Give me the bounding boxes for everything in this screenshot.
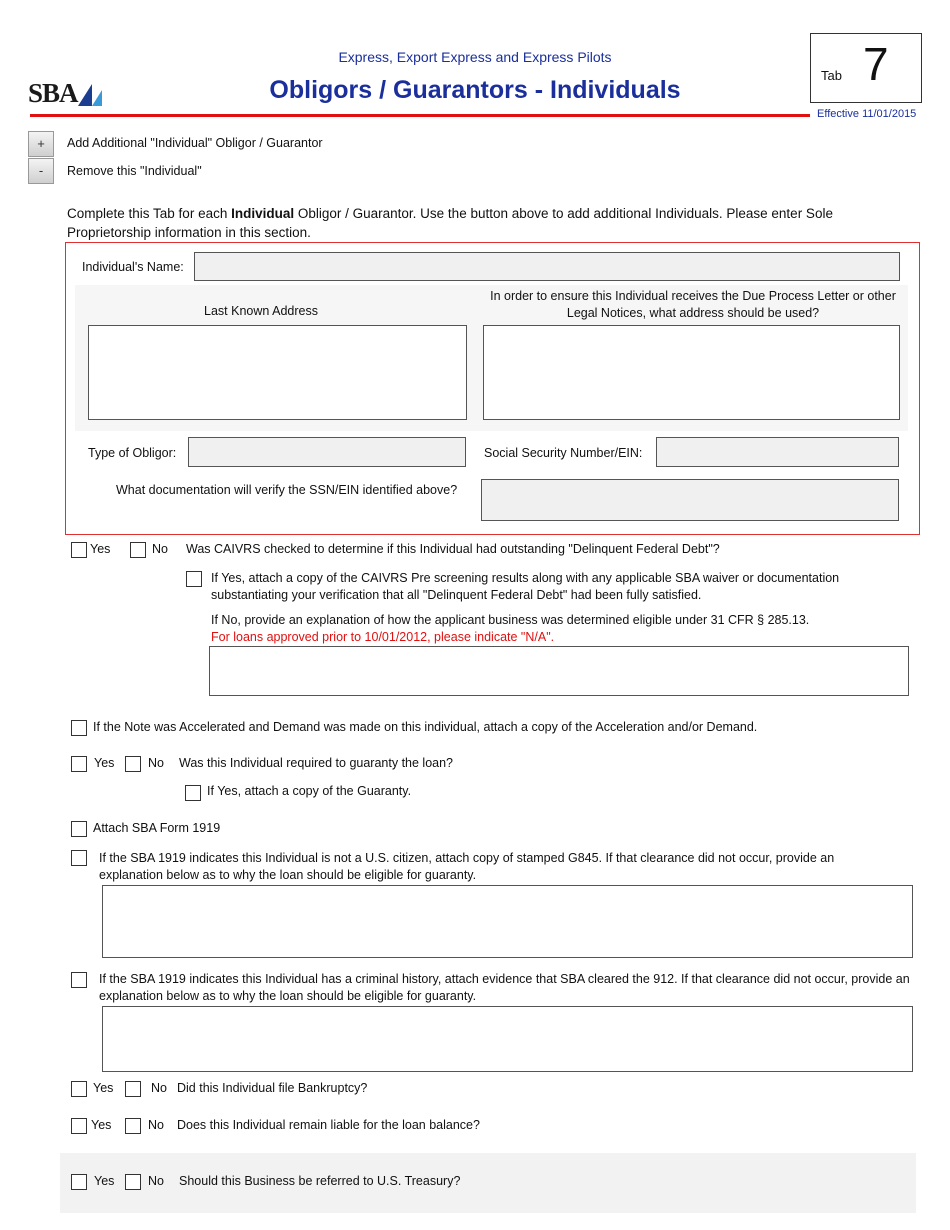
caivrs-yes-checkbox[interactable]	[71, 542, 87, 558]
bankruptcy-no-label: No	[151, 1081, 167, 1095]
caivrs-if-no-text: If No, provide an explanation of how the applicant business was determined eligible under 31 CFR § 285.13.	[211, 613, 810, 627]
individual-name-field[interactable]	[194, 252, 900, 281]
caivrs-question: Was CAIVRS checked to determine if this Individual had outstanding "Delinquent Federal Debt"?	[186, 542, 720, 556]
guaranty-no-label: No	[148, 756, 164, 770]
citizen-explanation-field[interactable]	[102, 885, 913, 958]
caivrs-yes-label: Yes	[90, 542, 111, 556]
legal-notice-address-label: In order to ensure this Individual receives the Due Process Letter or other Legal Notices, what address should be used?	[490, 289, 896, 320]
intro-part2: Obligor / Guarantor. Use the button above to add additional Individuals. Please enter Sole Proprietorship information in this section.	[67, 206, 833, 240]
add-individual-button[interactable]: +	[28, 131, 54, 157]
criminal-text: If the SBA 1919 indicates this Individual has a criminal history, attach evidence that SBA cleared the 912. If that clearance did not occur, provide an explanation below as to why the loan should be eligible for guaranty.	[99, 972, 910, 1003]
sba-logo-text: SBA	[28, 78, 78, 108]
add-individual-label: Add Additional "Individual" Obligor / Guarantor	[67, 136, 323, 150]
treasury-no-label: No	[148, 1174, 164, 1188]
effective-date	[817, 108, 916, 120]
liable-yes-checkbox[interactable]	[71, 1118, 87, 1134]
guaranty-yes-label: Yes	[94, 756, 115, 770]
tab-label: Tab	[821, 68, 842, 83]
liable-question: Does this Individual remain liable for the loan balance?	[177, 1118, 480, 1132]
caivrs-no-checkbox[interactable]	[130, 542, 146, 558]
citizen-checkbox[interactable]	[71, 850, 87, 866]
treasury-no-checkbox[interactable]	[125, 1174, 141, 1190]
liable-no-checkbox[interactable]	[125, 1118, 141, 1134]
citizen-text: If the SBA 1919 indicates this Individual is not a U.S. citizen, attach copy of stamped G845. If that clearance did not occur, provide an explanation below as to why the loan should be eligible for guaranty.	[99, 851, 835, 882]
guaranty-if-yes-checkbox[interactable]	[185, 785, 201, 801]
intro-part1: Complete this Tab for each	[67, 206, 232, 221]
header-divider	[30, 114, 810, 117]
guaranty-question: Was this Individual required to guaranty the loan?	[179, 756, 454, 770]
type-of-obligor-field[interactable]	[188, 437, 466, 467]
form1919-label: Attach SBA Form 1919	[93, 821, 221, 835]
acceleration-checkbox[interactable]	[71, 720, 87, 736]
page-title: Obligors / Guarantors - Individuals	[269, 76, 681, 104]
ssn-field[interactable]	[656, 437, 899, 467]
guaranty-no-checkbox[interactable]	[125, 756, 141, 772]
criminal-explanation-field[interactable]	[102, 1006, 913, 1072]
tab-number: 7	[863, 38, 889, 90]
caivrs-no-label: No	[152, 542, 168, 556]
liable-no-label: No	[148, 1118, 164, 1132]
caivrs-note: For loans approved prior to 10/01/2012, please indicate "N/A".	[211, 630, 555, 644]
page-subtitle: Express, Export Express and Express Pilots	[338, 49, 612, 65]
tab-box	[810, 33, 922, 103]
bankruptcy-yes-checkbox[interactable]	[71, 1081, 87, 1097]
intro-bold: Individual	[231, 206, 295, 221]
bankruptcy-no-checkbox[interactable]	[125, 1081, 141, 1097]
last-known-address-field[interactable]	[88, 325, 467, 420]
individual-name-label: Individual's Name:	[82, 260, 184, 274]
documentation-label: What documentation will verify the SSN/EIN identified above?	[116, 483, 458, 497]
caivrs-explanation-field[interactable]	[209, 646, 909, 696]
treasury-question: Should this Business be referred to U.S. Treasury?	[179, 1174, 461, 1188]
last-known-address-label: Last Known Address	[204, 304, 318, 318]
guaranty-if-yes-text: If Yes, attach a copy of the Guaranty.	[207, 784, 412, 798]
treasury-yes-label: Yes	[94, 1174, 115, 1188]
effective-label: Effective	[817, 108, 859, 120]
remove-individual-button[interactable]: -	[28, 158, 54, 184]
acceleration-label: If the Note was Accelerated and Demand was made on this individual, attach a copy of the Acceleration and/or Demand.	[93, 720, 758, 734]
type-of-obligor-label: Type of Obligor:	[88, 446, 177, 460]
liable-yes-label: Yes	[91, 1118, 112, 1132]
effective-value: 11/01/2015	[862, 108, 917, 120]
sba-logo-mark	[78, 82, 102, 106]
remove-individual-label: Remove this "Individual"	[67, 164, 202, 178]
sba-logo	[28, 78, 98, 108]
guaranty-yes-checkbox[interactable]	[71, 756, 87, 772]
form1919-checkbox[interactable]	[71, 821, 87, 837]
caivrs-if-yes-text: If Yes, attach a copy of the CAIVRS Pre screening results along with any applicable SBA waiver or documentation substantiating your verification that all "Delinquent Federal Debt" had been fully satisfied.	[211, 571, 840, 602]
bankruptcy-question: Did this Individual file Bankruptcy?	[177, 1081, 368, 1095]
criminal-checkbox[interactable]	[71, 972, 87, 988]
documentation-field[interactable]	[481, 479, 899, 521]
legal-notice-address-field[interactable]	[483, 325, 900, 420]
caivrs-if-yes-checkbox[interactable]	[186, 571, 202, 587]
treasury-yes-checkbox[interactable]	[71, 1174, 87, 1190]
intro-text	[67, 204, 917, 242]
bankruptcy-yes-label: Yes	[93, 1081, 114, 1095]
ssn-label: Social Security Number/EIN:	[484, 446, 643, 460]
